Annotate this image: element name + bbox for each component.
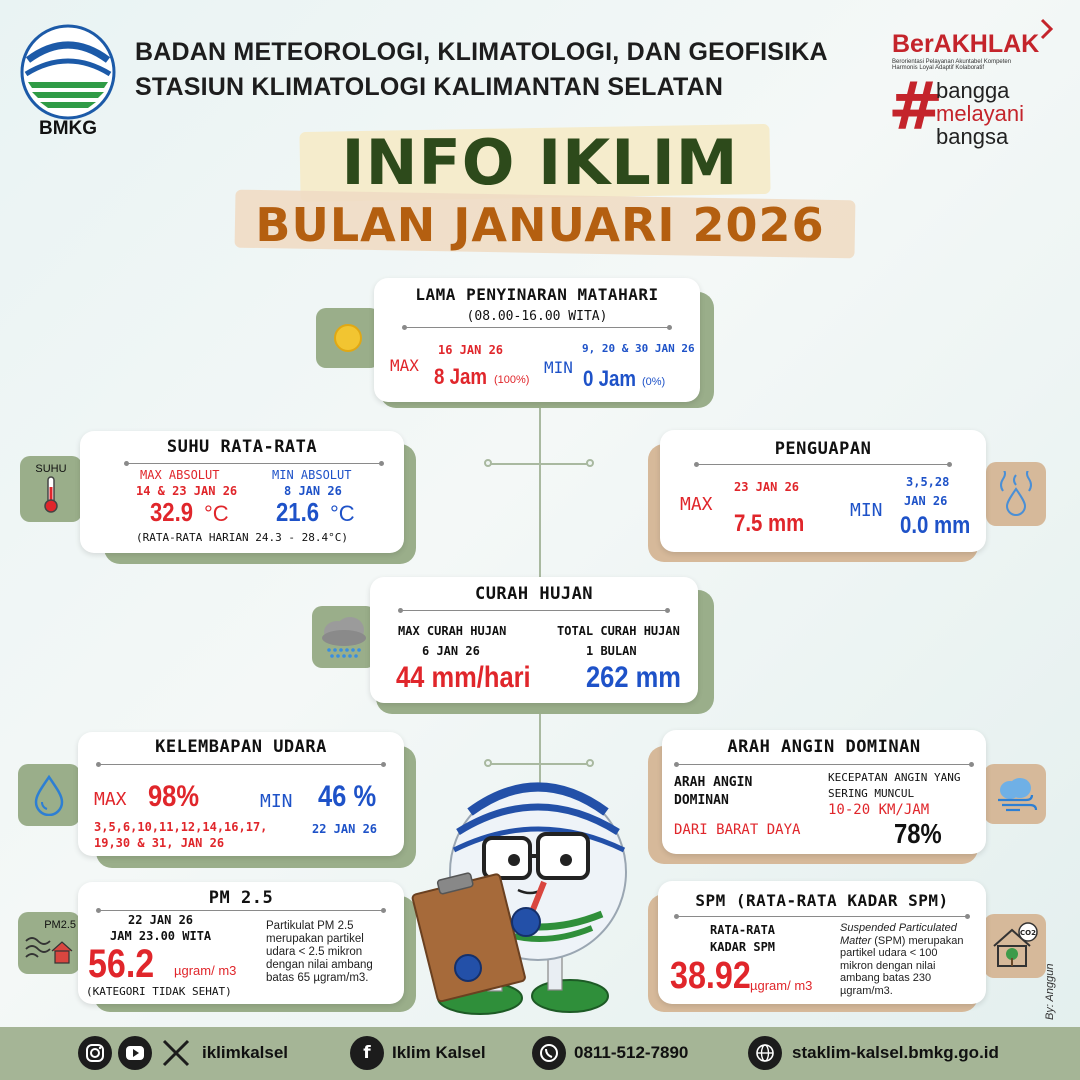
connector-node xyxy=(484,759,492,767)
org-name: BADAN METEOROLOGI, KLIMATOLOGI, DAN GEOFISIKA xyxy=(135,38,828,66)
pm25-title: PM 2.5 xyxy=(208,888,274,908)
footer-bar xyxy=(0,1027,1080,1080)
rainfall-divider xyxy=(400,610,668,611)
wind-title: ARAH ANGIN DOMINAN xyxy=(727,737,921,757)
wind-speed-label-2: SERING MUNCUL xyxy=(828,787,915,800)
berakhlak-tagline-2: Harmonis Loyal Adaptif Kolaboratif xyxy=(892,65,985,71)
wind-direction-label-2: DOMINAN xyxy=(674,793,729,808)
evaporation-min-label: MIN xyxy=(850,500,883,521)
evaporation-max-date: 23 JAN 26 xyxy=(734,480,800,494)
spm-desc-line: µgram/m3. xyxy=(840,984,893,997)
website-url[interactable]: staklim-kalsel.bmkg.go.id xyxy=(792,1043,999,1062)
humidity-icon-box xyxy=(18,764,80,826)
facebook-name[interactable]: Iklim Kalsel xyxy=(392,1043,486,1062)
connector-node xyxy=(586,759,594,767)
temperature-divider xyxy=(126,463,382,464)
temperature-max-label: MAX ABSOLUT xyxy=(140,468,220,482)
pm25-desc-line: dengan nilai ambang xyxy=(266,959,373,971)
bmkg-mascot-illustration xyxy=(410,772,650,1022)
spm-value: 38.92 xyxy=(670,955,751,997)
berakhlak-tagline-1: Berorientasi Pelayanan Akuntabel Kompeten xyxy=(892,59,1012,65)
temperature-side-label: SUHU xyxy=(35,463,67,475)
temperature-daily-note: (RATA-RATA HARIAN 24.3 - 28.4°C) xyxy=(136,531,348,544)
rain-cloud-icon xyxy=(317,612,371,662)
sunshine-min-pct: (0%) xyxy=(642,376,666,388)
sunshine-icon-box xyxy=(316,308,380,368)
sunshine-max-date: 16 JAN 26 xyxy=(438,343,504,357)
temperature-min-date: 8 JAN 26 xyxy=(284,484,342,498)
pm25-side-label: PM2.5 xyxy=(44,919,76,931)
author-credit: By: Anggun xyxy=(1044,963,1056,1020)
pm25-desc-line: udara < 2.5 mikron xyxy=(266,946,363,958)
spm-desc-line: ambang batas 230 xyxy=(840,972,932,984)
spm-desc-line: partikel udara < 100 xyxy=(840,947,938,959)
sunshine-title: LAMA PENYINARAN MATAHARI xyxy=(415,285,659,304)
whatsapp-icon[interactable] xyxy=(532,1036,566,1070)
evaporation-icon-box xyxy=(986,462,1046,526)
spm-icon-box xyxy=(984,914,1046,978)
evaporation-divider xyxy=(696,464,950,465)
connector-branch-lower xyxy=(490,763,590,765)
temperature-min-value: 21.6 xyxy=(276,497,320,527)
connector-branch-upper xyxy=(490,463,590,465)
wind-direction-value: DARI BARAT DAYA xyxy=(674,822,801,838)
wind-speed-value: 10-20 KM/JAM xyxy=(828,802,930,818)
pm25-time: JAM 23.00 WITA xyxy=(110,929,212,943)
sunshine-min-value: 0 Jam xyxy=(583,366,637,391)
humidity-card xyxy=(78,732,404,856)
spm-desc-italic: Suspended Particulated xyxy=(840,922,957,934)
co2-label: CO2 xyxy=(1020,929,1036,937)
co2-house-icon xyxy=(990,920,1040,972)
phone-number[interactable]: 0811-512-7890 xyxy=(574,1043,689,1062)
spm-description xyxy=(840,922,982,997)
rainfall-icon-box xyxy=(312,606,376,668)
spm-desc-italic: Matter xyxy=(840,934,872,947)
facebook-icon[interactable]: f xyxy=(350,1036,384,1070)
wind-card xyxy=(662,730,986,854)
hashtag-line-3: bangsa xyxy=(936,124,1009,149)
wind-divider xyxy=(676,764,972,765)
pm25-category: (KATEGORI TIDAK SEHAT) xyxy=(86,985,232,998)
humidity-max-value: 98% xyxy=(148,780,200,813)
spm-divider xyxy=(676,916,968,917)
sunshine-min-date: 9, 20 & 30 JAN 26 xyxy=(582,342,695,355)
page-subtitle: BULAN JANUARI 2026 xyxy=(255,198,825,252)
pm25-desc-line: Partikulat PM 2.5 xyxy=(266,920,354,932)
temperature-min-unit: °C xyxy=(330,501,355,526)
spm-desc-rest: (SPM) merupakan xyxy=(871,934,964,947)
thermometer-icon xyxy=(41,475,61,515)
berakhlak-logo xyxy=(892,30,1062,71)
water-drop-icon xyxy=(32,774,66,816)
temperature-max-date: 14 & 23 JAN 26 xyxy=(136,484,238,498)
connector-trunk-top xyxy=(539,400,541,580)
spm-label-2: KADAR SPM xyxy=(710,940,776,954)
sunshine-divider xyxy=(404,327,670,328)
rainfall-max-label: MAX CURAH HUJAN xyxy=(398,624,507,638)
rainfall-max-date: 6 JAN 26 xyxy=(422,644,480,658)
hashtag-symbol: # xyxy=(888,68,944,145)
spm-label-1: RATA-RATA xyxy=(710,923,776,937)
house-pollution-icon xyxy=(24,931,74,967)
humidity-max-dates-2: 19,30 & 31, JAN 26 xyxy=(94,836,225,850)
spm-title: SPM (RATA-RATA KADAR SPM) xyxy=(695,891,949,910)
temperature-max-unit: °C xyxy=(204,501,229,526)
pm25-value: 56.2 xyxy=(88,942,155,986)
pm25-desc-line: batas 65 µgram/m3. xyxy=(266,972,369,984)
sunshine-card xyxy=(374,278,700,402)
sunshine-max-value: 8 Jam xyxy=(434,364,488,389)
page-title: INFO IKLIM xyxy=(341,126,739,199)
berakhlak-chevron-icon xyxy=(1040,18,1054,40)
hashtag-line-1: bangga xyxy=(936,78,1010,103)
spm-desc-line-2 xyxy=(840,935,982,948)
social-handle[interactable]: iklimkalsel xyxy=(202,1043,289,1062)
sunshine-subtitle: (08.00-16.00 WITA) xyxy=(466,309,608,324)
youtube-icon[interactable] xyxy=(118,1036,152,1070)
evaporation-icon xyxy=(995,471,1037,517)
pm25-card xyxy=(78,882,404,1004)
rainfall-total-value: 262 mm xyxy=(586,661,681,694)
rainfall-card xyxy=(370,577,698,703)
humidity-max-dates-1: 3,5,6,10,11,12,14,16,17, xyxy=(94,820,268,834)
x-twitter-icon[interactable] xyxy=(160,1037,192,1069)
humidity-max-label: MAX xyxy=(94,789,127,810)
sunshine-min-label: MIN xyxy=(544,358,573,377)
spm-unit: µgram/ m3 xyxy=(750,978,813,993)
temperature-title: SUHU RATA-RATA xyxy=(166,437,318,457)
connector-node xyxy=(586,459,594,467)
globe-icon[interactable] xyxy=(748,1036,782,1070)
evaporation-max-label: MAX xyxy=(680,494,713,515)
evaporation-min-date-2: JAN 26 xyxy=(904,494,948,508)
pm25-date: 22 JAN 26 xyxy=(128,913,194,927)
evaporation-card xyxy=(660,430,986,552)
pm25-unit: µgram/ m3 xyxy=(174,963,237,978)
pm25-icon-box xyxy=(18,912,80,974)
bmkg-logo-text: BMKG xyxy=(38,118,98,139)
humidity-min-label: MIN xyxy=(260,791,293,812)
wind-direction-label-1: ARAH ANGIN xyxy=(674,775,753,790)
wind-speed-label-1: KECEPATAN ANGIN YANG xyxy=(828,771,961,784)
rainfall-total-period: 1 BULAN xyxy=(586,644,637,658)
sunshine-max-pct: (100%) xyxy=(494,374,530,386)
temperature-card xyxy=(80,431,404,553)
spm-desc-line: mikron dengan nilai xyxy=(840,959,936,972)
temperature-icon-box xyxy=(20,456,82,522)
temperature-max-value: 32.9 xyxy=(150,497,194,527)
hashtag-line-2: melayani xyxy=(936,101,1025,126)
humidity-min-value: 46 % xyxy=(318,780,377,813)
wind-cloud-icon xyxy=(992,774,1038,814)
station-name: STASIUN KLIMATOLOGI KALIMANTAN SELATAN xyxy=(135,73,724,101)
temperature-min-label: MIN ABSOLUT xyxy=(272,468,352,482)
humidity-divider xyxy=(98,764,384,765)
humidity-title: KELEMBAPAN UDARA xyxy=(155,737,327,757)
spm-card xyxy=(658,881,986,1004)
evaporation-max-value: 7.5 mm xyxy=(734,510,805,537)
rainfall-total-label: TOTAL CURAH HUJAN xyxy=(557,624,680,638)
evaporation-min-value: 0.0 mm xyxy=(900,512,971,539)
pm25-divider xyxy=(98,910,384,911)
wind-speed-pct: 78% xyxy=(894,818,942,849)
evaporation-title: PENGUAPAN xyxy=(774,439,872,459)
sunshine-max-label: MAX xyxy=(390,356,419,375)
berakhlak-wordmark: BerAKHLAK xyxy=(892,30,1040,58)
pm25-desc-line: merupakan partikel xyxy=(266,933,364,945)
instagram-icon[interactable] xyxy=(78,1036,112,1070)
evaporation-min-date-1: 3,5,28 xyxy=(906,475,950,489)
wind-icon-box xyxy=(984,764,1046,824)
humidity-min-date: 22 JAN 26 xyxy=(312,822,378,836)
sun-icon xyxy=(326,316,370,360)
connector-node xyxy=(484,459,492,467)
rainfall-max-value: 44 mm/hari xyxy=(396,661,531,694)
pm25-description xyxy=(266,920,400,985)
rainfall-title: CURAH HUJAN xyxy=(474,584,594,604)
